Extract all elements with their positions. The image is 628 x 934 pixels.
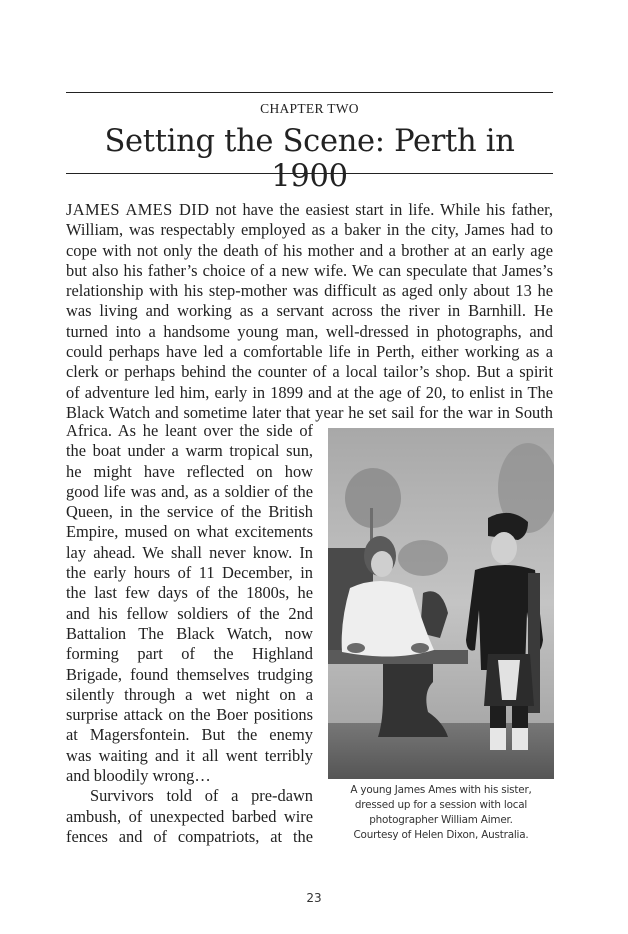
text-line: Empire, mused on what excitements	[66, 522, 313, 542]
text-line: could perhaps have led a comfortable life in Perth, either working as a	[66, 342, 553, 362]
girl-shoe	[411, 643, 429, 653]
text-line: ambush, of unexpected barbed wire	[66, 806, 313, 826]
text-line: Queen, in the service of the British	[66, 502, 313, 522]
text-line: forming part of the Highland	[66, 644, 313, 664]
caption-line: A young James Ames with his sister,	[350, 784, 532, 796]
chapter-label: CHAPTER TWO	[260, 101, 359, 116]
girl-face	[371, 551, 393, 577]
photo-illustration	[328, 428, 554, 779]
historical-photo	[328, 428, 554, 779]
text-line: cope with not only the death of his mother and a brother at an early age	[66, 240, 553, 260]
text-line: he might have reflected on how	[66, 461, 313, 481]
text-line: good life was and, as a soldier of the	[66, 481, 313, 501]
paragraph	[66, 786, 313, 847]
text-line: the boat under a warm tropical sun,	[66, 441, 313, 461]
text-line: Battalion The Black Watch, now	[66, 623, 313, 643]
text-line: William, was respectably employed as a baker in the city, James had to	[66, 220, 553, 240]
opening-paragraph	[66, 200, 553, 423]
text-line: turned into a handsome young man, well-dressed in photographs, and	[66, 321, 553, 341]
boy-sock	[512, 728, 528, 750]
text-line: the early hours of 11 December, in	[66, 563, 313, 583]
text-line: surprise attack on the Boer positions	[66, 705, 313, 725]
paragraph-continuation	[66, 421, 313, 786]
text-line: JAMES AMES DID not have the easiest start in life. While his father,	[66, 200, 553, 219]
wrapped-text-column	[66, 421, 313, 847]
text-line: fences and of compatriots, at the	[66, 826, 313, 846]
backdrop-bush	[398, 540, 448, 576]
text-line: was waiting and it all went terribly	[66, 745, 313, 765]
text-line: relationship with his step-mother was difficult as aged only about 13 he	[66, 281, 553, 301]
text-line: but also his father’s choice of a new wife. We can speculate that James’s	[66, 260, 553, 280]
header-rule-bottom	[66, 173, 553, 174]
text-line: the last few days of the 1800s, he	[66, 583, 313, 603]
text-line: and bloodily wrong…	[66, 766, 211, 786]
text-line: at Magersfontein. But the enemy	[66, 725, 313, 745]
text-line: Africa. As he leant over the side of	[66, 421, 313, 440]
photo-caption	[328, 783, 554, 843]
chapter-title: Setting the Scene: Perth in 1900	[104, 124, 515, 194]
caption-line: dressed up for a session with local	[354, 799, 528, 811]
girl-shoe	[347, 643, 365, 653]
header-rule-top	[66, 92, 553, 93]
text-line: lay ahead. We shall never know. In	[66, 542, 313, 562]
text-line: Survivors told of a pre-dawn	[90, 786, 313, 806]
text-line: of adventure led him, early in 1899 and at the age of 20, to enlist in The	[66, 382, 553, 402]
lead-in-small-caps: JAMES AMES DID	[66, 200, 210, 219]
boy-face	[491, 532, 517, 564]
caption-credit: Courtesy of Helen Dixon, Australia.	[353, 829, 529, 841]
text-line: clerk or perhaps behind the counter of a local tailor’s shop. But a spirit	[66, 362, 553, 382]
boy-sock	[490, 728, 506, 750]
page-number: 23	[306, 891, 322, 905]
text-line: Black Watch and sometime later that year he set sail for the war in South	[66, 402, 553, 422]
caption-line: photographer William Aimer.	[369, 814, 513, 826]
text-line: was living and working as a servant across the river in Barnhill. He	[66, 301, 553, 321]
text-line: silently through a wet night on a	[66, 684, 313, 704]
text-line: Brigade, found themselves trudging	[66, 664, 313, 684]
text-line: and his fellow soldiers of the 2nd	[66, 603, 313, 623]
